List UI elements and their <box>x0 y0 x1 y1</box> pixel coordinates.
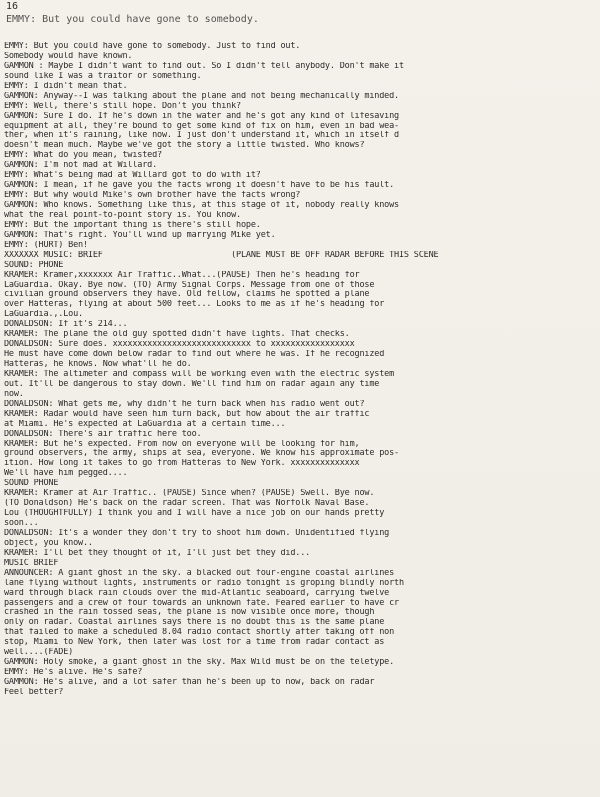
script-body <box>4 42 596 698</box>
script-line: KRAMER: I'll bet they thought of it, I'll just bet they did... <box>4 548 311 558</box>
script-line: EMMY: I didn't mean that. <box>4 81 128 91</box>
script-line: now. <box>4 389 24 399</box>
script-line: GAMMON: Anyway--I was talking about the plane and not being mechanically minded. <box>4 91 399 101</box>
script-line: KRAMER: Kramer,xxxxxxx Air Traffic..What...(PAUSE) Then he's heading for <box>4 270 360 280</box>
script-line: KRAMER: But he's expected. From now on everyone will be looking for him, <box>4 439 360 449</box>
script-line: doesn't mean much. Maybe we've got the story a little twisted. Who knows? <box>4 141 365 151</box>
script-line: lane flying without lights, instruments or radio tonight is groping blindly north <box>4 578 404 588</box>
script-line: Hatteras, he knows. Now what'll he do. <box>4 360 192 369</box>
script-line: SOUND PHONE <box>4 479 59 489</box>
script-line: GAMMON: Who knows. Something like this, at this stage of it, nobody really knows <box>4 201 399 210</box>
script-line: SOUND: PHONE <box>4 260 64 270</box>
script-line: EMMY: What's being mad at Willard got to do with it? <box>4 171 261 181</box>
script-line: EMMY: He's alive. He's safe? <box>4 668 143 678</box>
script-line: over Hatteras, flying at about 500 feet... Looks to me as if he's heading for <box>4 300 385 310</box>
script-line: equipment at all, they're bound to get some kind of fix on him, even in bad wea- <box>4 121 399 131</box>
script-line: DONALDSON: If it's 214... <box>4 320 128 330</box>
script-line: GAMMON: He's alive, and a lot safer than he's been up to now, back on radar <box>4 678 375 687</box>
script-line: civilian ground observers they have. Old fellow, claims he spotted a plane <box>4 290 370 300</box>
script-line: crashed in the rain tossed seas, the plane is now visible once more, though <box>4 608 375 618</box>
script-line: well....(FADE) <box>4 648 74 658</box>
script-line: XXXXXXX MUSIC: BRIEF (PLANE MUST BE OFF RADAR BEFORE THIS SCENE <box>4 250 439 260</box>
script-line: KRAMER: The plane the old guy spotted didn't have lights. That checks. <box>4 330 350 340</box>
script-line: GAMMON: That's right. You'll wind up marrying Mike yet. <box>4 230 276 240</box>
script-line: only on radar. Coastal airlines says there is no doubt this is the same plane <box>4 618 385 628</box>
script-line: DONALDSON: It's a wonder they don't try to shoot him down. Unidentified flying <box>4 528 390 538</box>
script-line: EMMY: (HURT) Ben! <box>4 240 88 250</box>
script-line: out. It'll be dangerous to stay down. We'll find him on radar again any time <box>4 379 380 389</box>
script-line: GAMMON: I'm not mad at Willard. <box>4 161 158 171</box>
script-line: ANNOUNCER: A giant ghost in the sky. a blacked out four-engine coastal airlines <box>4 568 395 578</box>
script-line: (TO Donaldson) He's back on the radar screen. That was Norfolk Naval Base. <box>4 499 370 509</box>
script-line: ward through black rain clouds over the mid-Atlantic seaboard, carrying twelve <box>4 588 390 598</box>
script-line: what the real point-to-point story is. You know. <box>4 210 241 220</box>
page-number: 16 <box>6 1 19 12</box>
script-line: Lou (THOUGHTFULLY) I think you and I will have a nice job on our hands pretty <box>4 509 385 519</box>
script-line: KRAMER: The altimeter and compass will be working even with the electric system <box>4 369 395 379</box>
script-line: LaGuardia. Okay. Bye now. (TO) Army Signal Corps. Message from one of those <box>4 280 375 290</box>
script-line: ground observers, the army, ships at sea, everyone. We know his approximate pos- <box>4 449 399 459</box>
script-line: LaGuardia.,.Lou. <box>4 310 83 320</box>
script-line: EMMY: What do you mean, twisted? <box>4 151 162 161</box>
script-line: KRAMER: Kramer at Air Traffic.. (PAUSE) Since when? (PAUSE) Swell. Bye now. <box>4 489 375 499</box>
script-line: GAMMON: Holy smoke, a giant ghost in the sky. Max Wild must be on the teletype. <box>4 658 395 668</box>
script-line: EMMY: But the important thing is there's still hope. <box>4 220 261 230</box>
script-line: soon... <box>4 519 39 528</box>
script-line: EMMY: But why would Mike's own brother have the facts wrong? <box>4 191 301 201</box>
script-line: sound like I was a traitor or something. <box>4 71 202 81</box>
script-line: GAMMON : Maybe I didn't want to find out. So I didn't tell anybody. Don't make it <box>4 61 404 71</box>
script-line: EMMY: But you could have gone to somebody. Just to find out. <box>4 42 301 51</box>
script-line: DONALDSON: Sure does. xxxxxxxxxxxxxxxxxxxxxxxxxxxx to xxxxxxxxxxxxxxxxx <box>4 340 355 350</box>
script-line: ition. How long it takes to go from Hatteras to New York. xxxxxxxxxxxxxx <box>4 459 360 469</box>
script-line: DONALDSON: There's air traffic here too. <box>4 429 202 439</box>
script-line: stop, Miami to New York, then later was lost for a time from radar contact as <box>4 638 385 648</box>
script-line: MUSIC BRIEF <box>4 558 59 568</box>
script-line: GAMMON: I mean, if he gave you the facts wrong it doesn't have to be his fault. <box>4 181 395 191</box>
script-line: Feel better? <box>4 687 64 697</box>
script-line: GAMMON: Sure I do. If he's down in the water and he's got any kind of lifesaving <box>4 111 399 121</box>
carryover-line: EMMY: But you could have gone to somebody. <box>6 14 259 25</box>
script-line: ther, when it's raining, like now. I just don't understand it, which in itself d <box>4 131 399 141</box>
script-line: He must have come down below radar to find out where he was. If he recognized <box>4 350 385 360</box>
script-line: Somebody would have known. <box>4 51 133 61</box>
script-line: KRAMER: Radar would have seen him turn back, but how about the air traffic <box>4 409 370 419</box>
script-line: EMMY: Well, there's still hope. Don't you think? <box>4 101 241 111</box>
script-line: We'll have him pegged.... <box>4 469 128 479</box>
script-line: at Miami. He's expected at LaGuardia at a certain time... <box>4 419 286 429</box>
script-line: object, you know.. <box>4 538 93 548</box>
script-line: DONALDSON: What gets me, why didn't he turn back when his radio went out? <box>4 399 365 409</box>
script-line: passengers and a crew of four towards an unknown fate. Feared earlier to have cr <box>4 598 399 608</box>
script-line: that failed to make a scheduled 8.04 radio contact shortly after taking off non <box>4 628 395 638</box>
